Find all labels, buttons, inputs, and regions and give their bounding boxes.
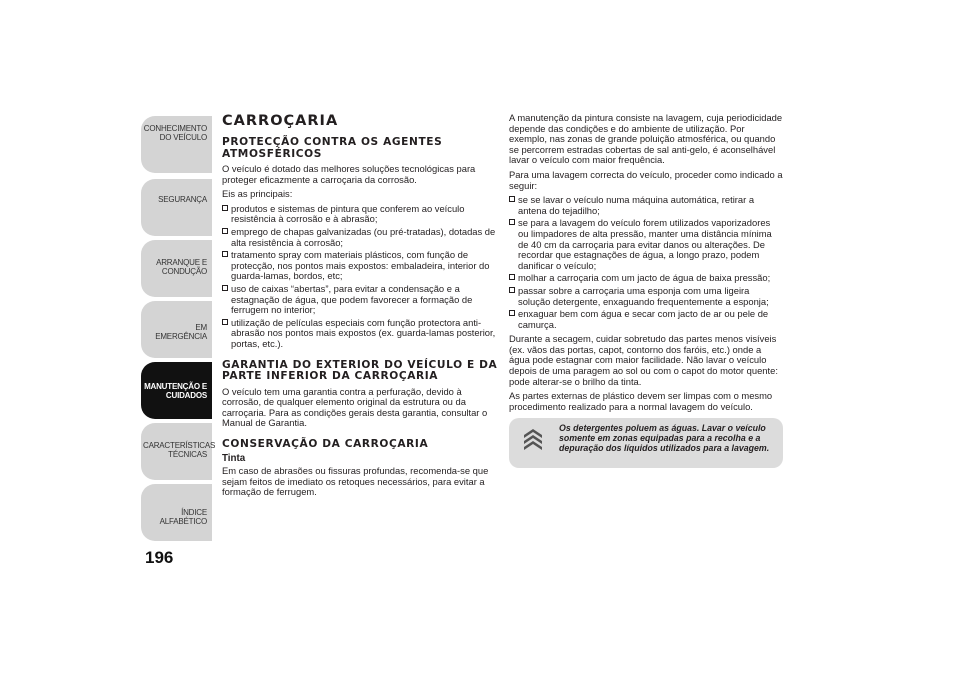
- right-column: [509, 113, 783, 468]
- tab-label: ÍNDICE ALFABÉTICO: [159, 508, 207, 526]
- checkbox-bullet-icon: [222, 228, 228, 234]
- paragraph: Eis as principais:: [222, 188, 293, 200]
- tab-arranque-e-conducao[interactable]: [141, 240, 212, 297]
- paragraph: Durante a secagem, cuidar sobretudo das partes menos visíveis (ex. vãos das portas, capot, contorno dos faróis, etc.) onde a água pode estagnar com maior facilidade. Não lavar o veículo depois de uma paragem ao sol ou com o capot do motor quente: pode alterar-se o brilho da tinta.: [509, 333, 778, 387]
- list-item: enxaguar bem com água e secar com jacto de ar ou pele de camurça.: [509, 309, 783, 330]
- tab-label: CARACTERÍSTICAS TÉCNICAS: [143, 441, 216, 459]
- page-title: CARROÇARIA: [222, 113, 339, 129]
- checkbox-bullet-icon: [509, 219, 515, 225]
- tab-label: CONHECIMENTO DO VEÍCULO: [143, 124, 207, 142]
- section-heading-protection: PROTECÇÃO CONTRA OS AGENTES ATMOSFÉRICOS: [222, 136, 443, 160]
- paragraph: O veículo tem uma garantia contra a perfuração, devido à corrosão, de qualquer elemento original da estrutura ou da carroçaria. Para as condições gerais desta garantia, consultar o Manual de Garantia.: [222, 385, 488, 429]
- paragraph: As partes externas de plástico devem ser limpas com o mesmo procedimento realizado para a normal lavagem do veículo.: [509, 390, 773, 412]
- tab-label: EM EMERGÊNCIA: [155, 323, 207, 341]
- list-item: uso de caixas “abertas”, para evitar a condensação e a estagnação de água, que podem favorecer a formação de ferrugem no interior;: [222, 284, 500, 316]
- environment-note-box: [509, 418, 783, 468]
- checkbox-bullet-icon: [509, 310, 515, 316]
- list-item: produtos e sistemas de pintura que conferem ao veículo resistência à corrosão e à abrasão;: [222, 204, 500, 225]
- list-item: utilização de películas especiais com função protectora anti-abrasão nos pontos mais expostos (ex. guarda-lamas posterior, portas, etc.).: [222, 318, 500, 350]
- checkbox-bullet-icon: [222, 251, 228, 257]
- checkbox-bullet-icon: [509, 196, 515, 202]
- paragraph: A manutenção da pintura consiste na lavagem, cuja periodicidade depende das condições e do ambiente de utilização. Por exemplo, nas zonas de grande poluição atmosférica, ou quando se percorrem estradas cobertas de sal anti-gelo, é aconselhável lavar o veículo com maior frequência.: [509, 112, 783, 166]
- tab-manutencao-e-cuidados[interactable]: [141, 362, 212, 419]
- paragraph: Para uma lavagem correcta do veículo, proceder como indicado a seguir:: [509, 168, 783, 191]
- tab-label: ARRANQUE E CONDUÇÃO: [156, 258, 207, 276]
- tab-em-emergencia[interactable]: [141, 301, 212, 358]
- page-number: 196: [145, 548, 174, 567]
- checkbox-bullet-icon: [509, 287, 515, 293]
- tab-seguranca[interactable]: [141, 179, 212, 236]
- checkbox-bullet-icon: [222, 285, 228, 291]
- list-item: se se lavar o veículo numa máquina automática, retirar a antena do tejadilho;: [509, 195, 783, 216]
- environment-chevrons-icon: [521, 426, 545, 452]
- list-item: emprego de chapas galvanizadas (ou pré-tratadas), dotadas de alta resistência à corrosão;: [222, 227, 500, 248]
- paragraph: Em caso de abrasões ou fissuras profundas, recomenda-se que sejam feitos de imediato os retoques necessários, para evitar a formação de ferrugem.: [222, 464, 489, 498]
- section-heading-conservation: CONSERVAÇÃO DA CARROÇARIA: [222, 437, 429, 450]
- tab-label: SEGURANÇA: [158, 195, 207, 204]
- list-item: tratamento spray com materiais plásticos, com função de protecção, nos pontos mais expostos: embaladeira, interior do guarda-lamas, bordos, etc;: [222, 250, 500, 282]
- checkbox-bullet-icon: [222, 205, 228, 211]
- paragraph: O veículo é dotado das melhores soluções tecnológicas para proteger eficazmente a carroçaria da corrosão.: [222, 163, 476, 185]
- note-text: Os detergentes poluem as águas. Lavar o veículo somente em zonas equipadas para a recolha e a depuração dos líquidos utilizados para a lavagem.: [559, 423, 770, 454]
- list-item: se para a lavagem do veículo forem utilizados vaporizadores ou limpadores de alta pressão, manter uma distância mínima de 40 cm da carroçaria para evitar danos ou alterações. De recordar que estagnações de água, a longo prazo, podem danificar o veículo;: [509, 218, 783, 271]
- tab-caracteristicas-tecnicas[interactable]: [141, 423, 216, 480]
- tab-label: MANUTENÇÃO E CUIDADOS: [144, 382, 207, 400]
- bullet-list: [509, 195, 783, 330]
- checkbox-bullet-icon: [222, 319, 228, 325]
- subheading-paint: Tinta: [222, 453, 246, 465]
- list-item: molhar a carroçaria com um jacto de água de baixa pressão;: [509, 273, 783, 284]
- list-item: passar sobre a carroçaria uma esponja com uma ligeira solução detergente, enxaguando frequentemente a esponja;: [509, 286, 783, 307]
- left-column: [222, 113, 500, 502]
- tab-indice-alfabetico[interactable]: [141, 484, 212, 541]
- bullet-list: [222, 204, 500, 350]
- section-heading-warranty: GARANTIA DO EXTERIOR DO VEÍCULO E DA PARTE INFERIOR DA CARROÇARIA: [222, 358, 498, 382]
- checkbox-bullet-icon: [509, 274, 515, 280]
- tab-conhecimento-do-veiculo[interactable]: [141, 116, 212, 173]
